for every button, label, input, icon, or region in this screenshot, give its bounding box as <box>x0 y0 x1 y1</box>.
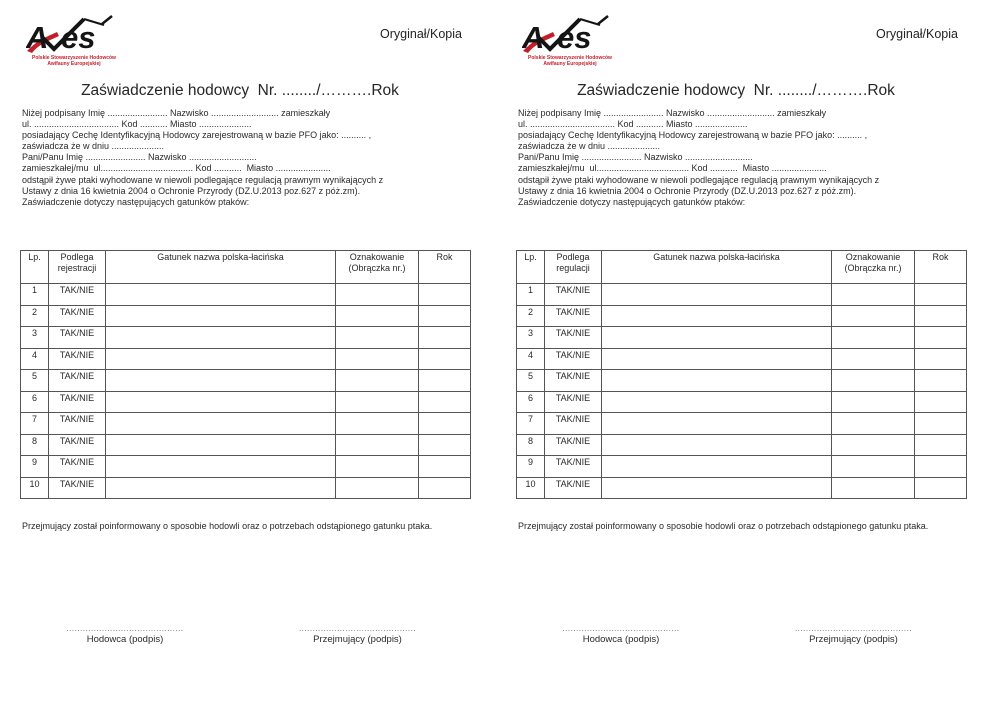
intro-line: Zaświadczenie dotyczy następujących gatunków ptaków: <box>22 196 250 207</box>
signature-recipient <box>781 625 926 645</box>
row-gatunek-cell <box>106 391 336 413</box>
logo-caption-line1: Polskie Stowarzyszenie Hodowców <box>32 55 116 61</box>
table-row <box>517 413 967 435</box>
row-number: 9 <box>517 456 545 478</box>
header-lp: Lp. <box>21 251 49 284</box>
row-gatunek-cell <box>106 327 336 349</box>
table-row <box>517 348 967 370</box>
intro-paragraph <box>518 108 970 208</box>
intro-line: ul. .................................. Kod ........... Miasto ..................... <box>518 119 748 130</box>
header-oznakowanie: Oznakowanie (Obrączka nr.) <box>832 251 915 284</box>
row-podlega-value: TAK/NIE <box>49 434 106 456</box>
table-row <box>517 434 967 456</box>
row-gatunek-cell <box>602 327 832 349</box>
row-gatunek-cell <box>602 391 832 413</box>
row-number: 1 <box>517 284 545 306</box>
row-number: 8 <box>21 434 49 456</box>
row-oznakowanie-cell <box>336 434 419 456</box>
intro-line: odstąpił żywe ptaki wyhodowane w niewoli podlegające regulacją prawnym wynikających z <box>22 174 384 185</box>
row-podlega-value: TAK/NIE <box>49 391 106 413</box>
intro-line: posiadający Cechę Identyfikacyjną Hodowcy zarejestrowaną w bazie PFO jako: .......... , <box>518 130 868 141</box>
row-oznakowanie-cell <box>832 284 915 306</box>
row-rok-cell <box>419 305 471 327</box>
table-row <box>21 305 471 327</box>
note-text: Przejmujący został poinformowany o sposobie hodowli oraz o potrzebach odstąpionego gatunku ptaka. <box>518 521 929 531</box>
copy-label: Oryginał/Kopia <box>876 27 958 41</box>
note-text: Przejmujący został poinformowany o sposobie hodowli oraz o potrzebach odstąpionego gatunku ptaka. <box>22 521 433 531</box>
row-number: 8 <box>517 434 545 456</box>
row-number: 5 <box>21 370 49 392</box>
row-number: 3 <box>517 327 545 349</box>
signature-recipient <box>285 625 430 645</box>
certificate-title: Zaświadczenie hodowcy Nr. ......../……….Rok <box>81 82 399 99</box>
row-rok-cell <box>419 370 471 392</box>
row-podlega-value: TAK/NIE <box>545 477 602 499</box>
row-oznakowanie-cell <box>832 456 915 478</box>
row-oznakowanie-cell <box>336 348 419 370</box>
row-podlega-value: TAK/NIE <box>545 370 602 392</box>
logo-letters-es: es <box>61 20 96 55</box>
row-rok-cell <box>915 327 967 349</box>
row-podlega-value: TAK/NIE <box>49 284 106 306</box>
table-row <box>21 327 471 349</box>
row-oznakowanie-cell <box>336 391 419 413</box>
row-oznakowanie-cell <box>832 391 915 413</box>
row-number: 2 <box>517 305 545 327</box>
signature-line: ........................................... <box>66 624 184 633</box>
table-header-row <box>21 251 471 284</box>
aves-logo <box>26 15 126 67</box>
intro-line: zaświadcza że w dniu ..................... <box>22 141 165 152</box>
row-oznakowanie-cell <box>336 477 419 499</box>
row-number: 4 <box>21 348 49 370</box>
table-row <box>21 348 471 370</box>
intro-paragraph <box>22 108 474 208</box>
row-gatunek-cell <box>602 284 832 306</box>
intro-line: Pani/Panu Imię ........................ Nazwisko ........................... <box>518 152 753 163</box>
row-rok-cell <box>915 348 967 370</box>
logo-caption <box>26 55 122 67</box>
row-rok-cell <box>419 391 471 413</box>
signature-line: ........................................... <box>562 624 680 633</box>
row-number: 5 <box>517 370 545 392</box>
intro-line: odstąpił żywe ptaki wyhodowane w niewoli podlegające regulacją prawnym wynikających z <box>518 174 880 185</box>
row-number: 7 <box>517 413 545 435</box>
table-row <box>517 305 967 327</box>
row-number: 2 <box>21 305 49 327</box>
row-number: 6 <box>21 391 49 413</box>
intro-line: Pani/Panu Imię ........................ Nazwisko ........................... <box>22 152 257 163</box>
signature-line: ........................................... <box>298 624 417 633</box>
header-oznakowanie: Oznakowanie (Obrączka nr.) <box>336 251 419 284</box>
row-podlega-value: TAK/NIE <box>545 434 602 456</box>
intro-line: Ustawy z dnia 16 kwietnia 2004 o Ochronie Przyrody (DZ.U.2013 poz.627 z póż.zm). <box>22 185 361 196</box>
signature-recipient-label: Przejmujący (podpis) <box>313 634 402 645</box>
row-oznakowanie-cell <box>336 284 419 306</box>
row-rok-cell <box>419 456 471 478</box>
row-oznakowanie-cell <box>336 327 419 349</box>
intro-line: Zaświadczenie dotyczy następujących gatunków ptaków: <box>518 196 746 207</box>
species-table <box>516 250 967 499</box>
table-row <box>21 391 471 413</box>
row-podlega-value: TAK/NIE <box>545 391 602 413</box>
table-row <box>517 477 967 499</box>
row-podlega-value: TAK/NIE <box>49 456 106 478</box>
table-row <box>21 284 471 306</box>
row-oznakowanie-cell <box>832 370 915 392</box>
row-rok-cell <box>915 477 967 499</box>
table-row <box>21 477 471 499</box>
table-row <box>517 327 967 349</box>
row-oznakowanie-cell <box>832 413 915 435</box>
intro-line: zamieszkałej/mu ul..................................... Kod ........... Miasto ...................... <box>518 163 827 174</box>
row-gatunek-cell <box>106 284 336 306</box>
row-rok-cell <box>915 391 967 413</box>
table-row <box>517 391 967 413</box>
logo-letter-a: A <box>522 20 545 55</box>
row-oznakowanie-cell <box>336 305 419 327</box>
row-gatunek-cell <box>602 305 832 327</box>
row-podlega-value: TAK/NIE <box>49 477 106 499</box>
row-rok-cell <box>915 434 967 456</box>
row-gatunek-cell <box>106 456 336 478</box>
logo-letter-a: A <box>26 20 49 55</box>
table-row <box>517 370 967 392</box>
row-number: 10 <box>517 477 545 499</box>
logo-caption-line2: Awifauny Europejskiej <box>543 61 597 67</box>
signature-breeder-label: Hodowca (podpis) <box>86 634 164 645</box>
copy-label: Oryginał/Kopia <box>380 27 462 41</box>
row-oznakowanie-cell <box>336 413 419 435</box>
logo-caption-line1: Polskie Stowarzyszenie Hodowców <box>528 55 612 61</box>
row-gatunek-cell <box>106 305 336 327</box>
logo-letters-es: es <box>557 20 592 55</box>
certificate-title: Zaświadczenie hodowcy Nr. ......../……….Rok <box>577 82 895 99</box>
row-number: 7 <box>21 413 49 435</box>
row-oznakowanie-cell <box>832 434 915 456</box>
species-table <box>20 250 471 499</box>
intro-line: Niżej podpisany Imię ........................ Nazwisko ........................... zamieszkały <box>518 108 827 118</box>
table-header-row <box>517 251 967 284</box>
signature-recipient-label: Przejmujący (podpis) <box>809 634 898 645</box>
table-row <box>21 456 471 478</box>
row-gatunek-cell <box>602 477 832 499</box>
row-oznakowanie-cell <box>832 477 915 499</box>
row-podlega-value: TAK/NIE <box>49 370 106 392</box>
signature-line: ........................................... <box>794 624 913 633</box>
row-rok-cell <box>419 413 471 435</box>
table-row <box>21 370 471 392</box>
aves-logo-image <box>522 15 618 55</box>
row-gatunek-cell <box>106 370 336 392</box>
row-oznakowanie-cell <box>832 305 915 327</box>
row-oznakowanie-cell <box>832 327 915 349</box>
intro-line: zaświadcza że w dniu ..................... <box>518 141 661 152</box>
header-gatunek: Gatunek nazwa polska-łacińska <box>106 251 336 284</box>
intro-line: posiadający Cechę Identyfikacyjną Hodowcy zarejestrowaną w bazie PFO jako: .......... , <box>22 130 372 141</box>
row-number: 1 <box>21 284 49 306</box>
header-gatunek: Gatunek nazwa polska-łacińska <box>602 251 832 284</box>
row-number: 3 <box>21 327 49 349</box>
row-podlega-value: TAK/NIE <box>545 456 602 478</box>
row-rok-cell <box>419 327 471 349</box>
row-rok-cell <box>419 284 471 306</box>
intro-line: Niżej podpisany Imię ........................ Nazwisko ........................... zamieszkały <box>22 108 331 118</box>
row-gatunek-cell <box>602 434 832 456</box>
row-gatunek-cell <box>106 477 336 499</box>
row-gatunek-cell <box>602 413 832 435</box>
aves-logo-image <box>26 15 122 55</box>
row-podlega-value: TAK/NIE <box>545 413 602 435</box>
row-podlega-value: TAK/NIE <box>49 327 106 349</box>
row-podlega-value: TAK/NIE <box>545 327 602 349</box>
row-podlega-value: TAK/NIE <box>545 284 602 306</box>
header-rok: Rok <box>915 251 967 284</box>
intro-line: Ustawy z dnia 16 kwietnia 2004 o Ochronie Przyrody (DZ.U.2013 poz.627 z póż.zm). <box>518 185 857 196</box>
aves-logo <box>522 15 622 67</box>
logo-caption-line2: Awifauny Europejskiej <box>47 61 101 67</box>
signature-breeder <box>551 625 691 645</box>
certificate-panel-right <box>496 0 992 701</box>
row-oznakowanie-cell <box>832 348 915 370</box>
row-number: 9 <box>21 456 49 478</box>
row-number: 10 <box>21 477 49 499</box>
intro-line: zamieszkałej/mu ul..................................... Kod ........... Miasto ...................... <box>22 163 331 174</box>
row-rok-cell <box>915 413 967 435</box>
intro-line: ul. .................................. Kod ........... Miasto ..................... <box>22 119 252 130</box>
row-gatunek-cell <box>106 348 336 370</box>
row-podlega-value: TAK/NIE <box>545 348 602 370</box>
row-gatunek-cell <box>602 348 832 370</box>
row-rok-cell <box>915 370 967 392</box>
row-number: 6 <box>517 391 545 413</box>
row-oznakowanie-cell <box>336 370 419 392</box>
row-rok-cell <box>915 305 967 327</box>
table-row <box>517 456 967 478</box>
header-rok: Rok <box>419 251 471 284</box>
header-podlega: Podlega rejestracji <box>49 251 106 284</box>
row-rok-cell <box>915 456 967 478</box>
row-podlega-value: TAK/NIE <box>49 413 106 435</box>
table-row <box>21 413 471 435</box>
header-lp: Lp. <box>517 251 545 284</box>
row-rok-cell <box>915 284 967 306</box>
row-podlega-value: TAK/NIE <box>49 348 106 370</box>
table-row <box>21 434 471 456</box>
row-rok-cell <box>419 434 471 456</box>
row-gatunek-cell <box>602 456 832 478</box>
row-oznakowanie-cell <box>336 456 419 478</box>
signature-breeder-label: Hodowca (podpis) <box>582 634 660 645</box>
table-row <box>517 284 967 306</box>
signature-breeder <box>55 625 195 645</box>
row-rok-cell <box>419 348 471 370</box>
row-number: 4 <box>517 348 545 370</box>
logo-caption <box>522 55 618 67</box>
header-podlega: Podlega regulacji <box>545 251 602 284</box>
row-gatunek-cell <box>106 434 336 456</box>
row-podlega-value: TAK/NIE <box>49 305 106 327</box>
row-gatunek-cell <box>106 413 336 435</box>
row-gatunek-cell <box>602 370 832 392</box>
row-rok-cell <box>419 477 471 499</box>
row-podlega-value: TAK/NIE <box>545 305 602 327</box>
